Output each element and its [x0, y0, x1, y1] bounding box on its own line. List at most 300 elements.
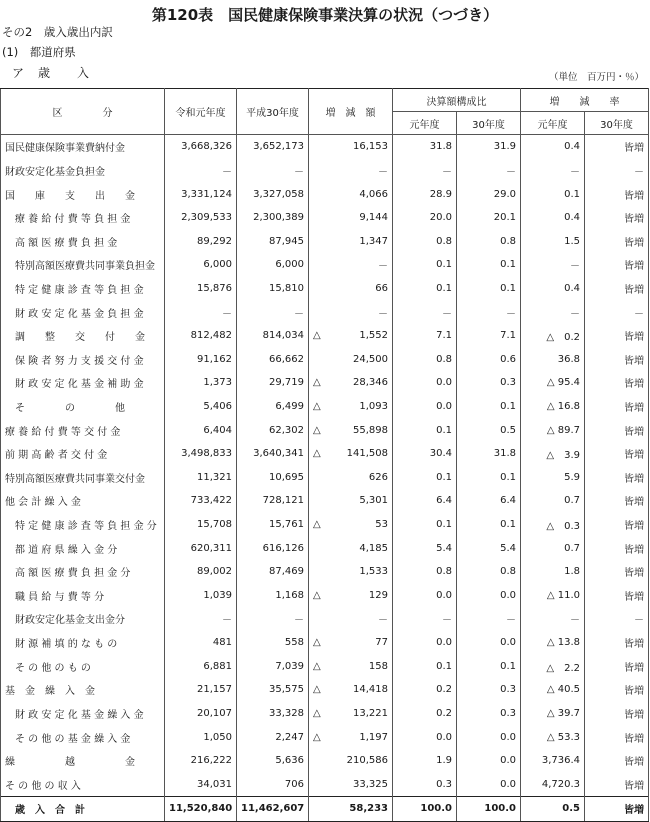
table-row — [1, 725, 649, 749]
change-value: 14,418 — [353, 684, 388, 696]
cell-rate-r1: 0.7 — [521, 489, 585, 513]
table-row — [1, 536, 649, 560]
cell-rate-r1: － — [521, 607, 585, 631]
cell-ratio-h30: 29.0 — [457, 182, 521, 206]
cell-rate-r1: 0.4 — [521, 277, 585, 301]
change-value: 5,301 — [359, 495, 388, 507]
cell-rate-r1: △ 11.0 — [521, 584, 585, 608]
table-row — [1, 654, 649, 678]
cell-rate-r1: △ 89.7 — [521, 418, 585, 442]
row-label: そ の 他 の 収 入 — [1, 772, 165, 796]
table-row — [1, 749, 649, 773]
cell-rate-r1: 5.9 — [521, 466, 585, 490]
cell-ratio-r1: 30.4 — [393, 442, 457, 466]
decrease-marker: △ — [313, 448, 321, 460]
table-row — [1, 324, 649, 348]
cell-h30: 15,810 — [237, 277, 309, 301]
cell-rate-r1: △ 3.9 — [521, 442, 585, 466]
cell-change — [309, 277, 393, 301]
cell-ratio-r1: 20.0 — [393, 206, 457, 230]
cell-change — [309, 442, 393, 466]
cell-change — [309, 347, 393, 371]
row-label: そ の 他 の 基 金 繰 入 金 — [1, 725, 165, 749]
cell-h30: 2,247 — [237, 725, 309, 749]
cell-ratio-r1: 0.0 — [393, 395, 457, 419]
decrease-marker: △ — [313, 707, 321, 719]
cell-r1: 89,002 — [165, 560, 237, 584]
cell-change — [309, 725, 393, 749]
cell-h30: 728,121 — [237, 489, 309, 513]
cell-rate-r1: － — [521, 159, 585, 183]
row-label: 特別高額医療費共同事業交付金 — [1, 466, 165, 490]
cell-h30: 3,652,173 — [237, 135, 309, 159]
cell-ratio-h30: 0.0 — [457, 584, 521, 608]
cell-ratio-h30: 0.8 — [457, 560, 521, 584]
cell-rate-r1: △ 39.7 — [521, 702, 585, 726]
cell-ratio-h30: 0.1 — [457, 466, 521, 490]
cell-h30: 35,575 — [237, 678, 309, 702]
table-row — [1, 678, 649, 702]
table-row — [1, 466, 649, 490]
cell-ratio-h30: 31.9 — [457, 135, 521, 159]
cell-rate-h30: 皆増 — [585, 253, 649, 277]
change-value: － — [378, 615, 388, 627]
table-row — [1, 253, 649, 277]
cell-ratio-h30: － — [457, 159, 521, 183]
cell-h30: 3,640,341 — [237, 442, 309, 466]
cell-ratio-r1: － — [393, 607, 457, 631]
subtitle: その2 歳入歳出内訳 — [2, 25, 113, 39]
cell-rate-h30: － — [585, 607, 649, 631]
decrease-marker: △ — [313, 519, 321, 531]
table-row — [1, 206, 649, 230]
row-label: 都 道 府 県 繰 入 金 分 — [1, 536, 165, 560]
row-label: 歳 入 合 計 — [1, 797, 165, 822]
cell-rate-r1: △ 2.2 — [521, 654, 585, 678]
cell-h30: 87,945 — [237, 229, 309, 253]
cell-rate-r1: － — [521, 253, 585, 277]
revenue-table — [0, 88, 649, 822]
cell-ratio-h30: 0.0 — [457, 631, 521, 655]
cell-r1: 2,309,533 — [165, 206, 237, 230]
cell-ratio-r1: 0.0 — [393, 725, 457, 749]
cell-ratio-r1: 0.1 — [393, 418, 457, 442]
cell-rate-r1: △ 0.3 — [521, 513, 585, 537]
row-label: 財政安定化基金支出金分 — [1, 607, 165, 631]
cell-ratio-r1: 6.4 — [393, 489, 457, 513]
cell-ratio-h30: 0.1 — [457, 277, 521, 301]
table-row — [1, 277, 649, 301]
cell-rate-h30: 皆増 — [585, 584, 649, 608]
row-label: 特別高額医療費共同事業負担金 — [1, 253, 165, 277]
section-label: (1) 都道府県 — [2, 45, 76, 59]
cell-h30: 3,327,058 — [237, 182, 309, 206]
change-value: 1,347 — [359, 235, 388, 247]
cell-ratio-h30: 0.1 — [457, 513, 521, 537]
cell-r1: 481 — [165, 631, 237, 655]
change-value: 77 — [375, 637, 388, 649]
cell-r1: 5,406 — [165, 395, 237, 419]
cell-change — [309, 631, 393, 655]
row-label: 繰 越 金 — [1, 749, 165, 773]
row-label: 国民健康保険事業費納付金 — [1, 135, 165, 159]
cell-rate-h30: 皆増 — [585, 466, 649, 490]
change-value: 158 — [368, 660, 388, 672]
cell-rate-h30: 皆増 — [585, 277, 649, 301]
cell-ratio-h30: 0.6 — [457, 347, 521, 371]
change-value: 66 — [375, 282, 388, 294]
header-ratio-r1: 元年度 — [393, 112, 457, 135]
change-value: － — [378, 261, 388, 273]
cell-rate-h30: 皆増 — [585, 371, 649, 395]
cell-ratio-r1: 100.0 — [393, 797, 457, 822]
cell-rate-h30: 皆増 — [585, 395, 649, 419]
header-rate-group: 増 減 率 — [521, 89, 649, 112]
change-value: － — [378, 308, 388, 320]
cell-rate-r1: 4,720.3 — [521, 772, 585, 796]
cell-h30: 11,462,607 — [237, 797, 309, 822]
change-value: 4,185 — [359, 542, 388, 554]
table-row — [1, 772, 649, 796]
cell-ratio-r1: 28.9 — [393, 182, 457, 206]
cell-ratio-h30: 0.5 — [457, 418, 521, 442]
table-row — [1, 442, 649, 466]
row-label: 調 整 交 付 金 — [1, 324, 165, 348]
cell-r1: 11,520,840 — [165, 797, 237, 822]
cell-rate-h30: － — [585, 300, 649, 324]
cell-ratio-h30: 6.4 — [457, 489, 521, 513]
cell-rate-h30: 皆増 — [585, 324, 649, 348]
decrease-marker: △ — [313, 684, 321, 696]
cell-ratio-h30: 0.1 — [457, 395, 521, 419]
cell-ratio-r1: 0.1 — [393, 466, 457, 490]
cell-rate-r1: △ 53.3 — [521, 725, 585, 749]
cell-h30: 5,636 — [237, 749, 309, 773]
cell-change — [309, 395, 393, 419]
change-value: 1,552 — [359, 330, 388, 342]
table-row — [1, 702, 649, 726]
cell-rate-r1: 0.5 — [521, 797, 585, 822]
cell-rate-h30: 皆増 — [585, 229, 649, 253]
header-ratio-h30: 30年度 — [457, 112, 521, 135]
cell-r1: 3,331,124 — [165, 182, 237, 206]
cell-h30: 33,328 — [237, 702, 309, 726]
cell-r1: 733,422 — [165, 489, 237, 513]
row-label: 高 額 医 療 費 負 担 金 — [1, 229, 165, 253]
cell-r1: 3,498,833 — [165, 442, 237, 466]
row-label: 特 定 健 康 診 査 等 負 担 金 — [1, 277, 165, 301]
change-value: 141,508 — [346, 448, 388, 460]
cell-ratio-r1: 0.1 — [393, 513, 457, 537]
cell-ratio-r1: 0.0 — [393, 584, 457, 608]
cell-r1: 1,039 — [165, 584, 237, 608]
cell-change — [309, 253, 393, 277]
cell-h30: － — [237, 300, 309, 324]
cell-rate-h30: 皆増 — [585, 536, 649, 560]
cell-change — [309, 418, 393, 442]
cell-ratio-r1: 0.3 — [393, 772, 457, 796]
cell-r1: 11,321 — [165, 466, 237, 490]
row-label: 療 養 給 付 費 等 負 担 金 — [1, 206, 165, 230]
table-row — [1, 584, 649, 608]
cell-r1: － — [165, 300, 237, 324]
cell-r1: 34,031 — [165, 772, 237, 796]
cell-rate-h30: 皆増 — [585, 560, 649, 584]
row-label: 財 源 補 填 的 な も の — [1, 631, 165, 655]
cell-change — [309, 159, 393, 183]
cell-h30: 7,039 — [237, 654, 309, 678]
cell-h30: 6,499 — [237, 395, 309, 419]
cell-change — [309, 489, 393, 513]
cell-ratio-h30: 0.0 — [457, 749, 521, 773]
cell-rate-r1: 3,736.4 — [521, 749, 585, 773]
cell-rate-h30: 皆増 — [585, 513, 649, 537]
cell-change — [309, 371, 393, 395]
cell-change — [309, 135, 393, 159]
cell-h30: 558 — [237, 631, 309, 655]
cell-h30: 814,034 — [237, 324, 309, 348]
decrease-marker: △ — [313, 330, 321, 342]
table-row — [1, 631, 649, 655]
row-label: そ の 他 — [1, 395, 165, 419]
cell-rate-h30: 皆増 — [585, 678, 649, 702]
cell-ratio-h30: 0.1 — [457, 654, 521, 678]
cell-rate-r1: △ 13.8 — [521, 631, 585, 655]
change-value: 9,144 — [359, 212, 388, 224]
cell-ratio-r1: 0.2 — [393, 678, 457, 702]
cell-ratio-r1: 5.4 — [393, 536, 457, 560]
cell-rate-h30: 皆増 — [585, 206, 649, 230]
table-row — [1, 159, 649, 183]
cell-change — [309, 678, 393, 702]
cell-rate-h30: 皆増 — [585, 182, 649, 206]
cell-change — [309, 560, 393, 584]
cell-change — [309, 536, 393, 560]
cell-rate-r1: △ 95.4 — [521, 371, 585, 395]
cell-change — [309, 749, 393, 773]
cell-r1: 3,668,326 — [165, 135, 237, 159]
table-row — [1, 300, 649, 324]
table-row — [1, 371, 649, 395]
cell-r1: 21,157 — [165, 678, 237, 702]
cell-h30: － — [237, 159, 309, 183]
cell-ratio-h30: 7.1 — [457, 324, 521, 348]
change-value: 24,500 — [353, 353, 388, 365]
header-h30: 平成30年度 — [237, 89, 309, 135]
cell-r1: 6,881 — [165, 654, 237, 678]
change-value: 1,093 — [359, 401, 388, 412]
cell-h30: 87,469 — [237, 560, 309, 584]
row-label: 特 定 健 康 診 査 等 負 担 金 分 — [1, 513, 165, 537]
decrease-marker: △ — [313, 377, 321, 389]
cell-r1: － — [165, 607, 237, 631]
change-value: 13,221 — [353, 707, 388, 719]
cell-rate-h30: 皆増 — [585, 654, 649, 678]
header-category: 区 分 — [1, 89, 165, 135]
cell-r1: 6,404 — [165, 418, 237, 442]
row-label: 財政安定化基金負担金 — [1, 159, 165, 183]
cell-ratio-h30: 0.0 — [457, 772, 521, 796]
cell-ratio-h30: 0.8 — [457, 229, 521, 253]
cell-rate-r1: 36.8 — [521, 347, 585, 371]
header-rate-r1: 元年度 — [521, 112, 585, 135]
row-label: 高 額 医 療 費 負 担 金 分 — [1, 560, 165, 584]
cell-ratio-r1: 0.1 — [393, 277, 457, 301]
table-row — [1, 489, 649, 513]
cell-ratio-r1: 7.1 — [393, 324, 457, 348]
cell-rate-r1: 1.8 — [521, 560, 585, 584]
cell-ratio-h30: 5.4 — [457, 536, 521, 560]
cell-r1: － — [165, 159, 237, 183]
cell-r1: 15,876 — [165, 277, 237, 301]
row-label: 他 会 計 繰 入 金 — [1, 489, 165, 513]
cell-rate-r1: 0.7 — [521, 536, 585, 560]
row-label: 財 政 安 定 化 基 金 繰 入 金 — [1, 702, 165, 726]
cell-ratio-r1: 0.0 — [393, 371, 457, 395]
cell-ratio-h30: 0.3 — [457, 678, 521, 702]
cell-r1: 6,000 — [165, 253, 237, 277]
cell-ratio-h30: 0.1 — [457, 253, 521, 277]
row-label: 基 金 繰 入 金 — [1, 678, 165, 702]
cell-rate-h30: － — [585, 159, 649, 183]
change-value: 53 — [375, 519, 388, 531]
decrease-marker: △ — [313, 731, 321, 743]
cell-change — [309, 513, 393, 537]
header-rate-h30: 30年度 — [585, 112, 649, 135]
cell-h30: － — [237, 607, 309, 631]
cell-rate-h30: 皆増 — [585, 702, 649, 726]
change-value: － — [378, 166, 388, 178]
table-row — [1, 560, 649, 584]
row-label: 療 養 給 付 費 等 交 付 金 — [1, 418, 165, 442]
cell-change — [309, 466, 393, 490]
change-value: 4,066 — [359, 188, 388, 200]
cell-ratio-r1: 0.8 — [393, 560, 457, 584]
cell-r1: 1,050 — [165, 725, 237, 749]
cell-r1: 1,373 — [165, 371, 237, 395]
change-value: 626 — [368, 471, 388, 483]
table-row — [1, 135, 649, 159]
cell-h30: 6,000 — [237, 253, 309, 277]
cell-h30: 29,719 — [237, 371, 309, 395]
cell-change — [309, 300, 393, 324]
cell-h30: 706 — [237, 772, 309, 796]
cell-ratio-r1: 31.8 — [393, 135, 457, 159]
cell-rate-h30: 皆増 — [585, 797, 649, 822]
cell-ratio-r1: 0.2 — [393, 702, 457, 726]
cell-r1: 20,107 — [165, 702, 237, 726]
change-value: 33,325 — [353, 778, 388, 790]
cell-ratio-h30: 20.1 — [457, 206, 521, 230]
change-value: 55,898 — [353, 424, 388, 436]
cell-rate-r1: 1.5 — [521, 229, 585, 253]
decrease-marker: △ — [313, 660, 321, 672]
row-label: 保 険 者 努 力 支 援 交 付 金 — [1, 347, 165, 371]
cell-rate-r1: △ 16.8 — [521, 395, 585, 419]
row-label: そ の 他 の も の — [1, 654, 165, 678]
cell-h30: 2,300,389 — [237, 206, 309, 230]
table-row — [1, 797, 649, 822]
cell-ratio-h30: － — [457, 607, 521, 631]
header-ratio-group: 決算額構成比 — [393, 89, 521, 112]
change-value: 28,346 — [353, 377, 388, 389]
change-value: 210,586 — [346, 755, 388, 767]
cell-ratio-h30: 0.3 — [457, 702, 521, 726]
cell-r1: 216,222 — [165, 749, 237, 773]
cell-ratio-r1: 1.9 — [393, 749, 457, 773]
page-title: 第120表 国民健康保険事業決算の状況（つづき） — [151, 6, 499, 24]
cell-ratio-r1: － — [393, 300, 457, 324]
table-row — [1, 607, 649, 631]
cell-ratio-h30: 0.0 — [457, 725, 521, 749]
row-label: 前 期 高 齢 者 交 付 金 — [1, 442, 165, 466]
decrease-marker: △ — [313, 424, 321, 436]
table-row — [1, 395, 649, 419]
cell-h30: 66,662 — [237, 347, 309, 371]
cell-change — [309, 797, 393, 822]
change-value: 1,197 — [359, 731, 388, 743]
subsection-label: ア 歳 入 — [12, 66, 91, 80]
cell-rate-r1: △ 40.5 — [521, 678, 585, 702]
cell-h30: 10,695 — [237, 466, 309, 490]
cell-r1: 89,292 — [165, 229, 237, 253]
cell-h30: 1,168 — [237, 584, 309, 608]
table-body — [1, 135, 649, 822]
change-value: 1,533 — [359, 566, 388, 578]
cell-r1: 812,482 — [165, 324, 237, 348]
cell-change — [309, 607, 393, 631]
row-label: 国 庫 支 出 金 — [1, 182, 165, 206]
cell-rate-h30: 皆増 — [585, 442, 649, 466]
cell-h30: 15,761 — [237, 513, 309, 537]
cell-rate-h30: 皆増 — [585, 749, 649, 773]
cell-change — [309, 182, 393, 206]
cell-rate-h30: 皆増 — [585, 489, 649, 513]
cell-rate-h30: 皆増 — [585, 347, 649, 371]
cell-r1: 91,162 — [165, 347, 237, 371]
table-row — [1, 182, 649, 206]
row-label: 財 政 安 定 化 基 金 負 担 金 — [1, 300, 165, 324]
change-value: 16,153 — [353, 141, 388, 153]
cell-rate-r1: 0.4 — [521, 206, 585, 230]
table-row — [1, 229, 649, 253]
cell-change — [309, 584, 393, 608]
change-value: 129 — [368, 589, 388, 601]
table-row — [1, 418, 649, 442]
cell-change — [309, 229, 393, 253]
cell-change — [309, 206, 393, 230]
cell-rate-r1: △ 0.2 — [521, 324, 585, 348]
cell-rate-h30: 皆増 — [585, 135, 649, 159]
cell-rate-r1: － — [521, 300, 585, 324]
cell-change — [309, 772, 393, 796]
cell-h30: 616,126 — [237, 536, 309, 560]
cell-ratio-r1: － — [393, 159, 457, 183]
cell-rate-r1: 0.1 — [521, 182, 585, 206]
cell-ratio-h30: 31.8 — [457, 442, 521, 466]
table-row — [1, 513, 649, 537]
cell-rate-h30: 皆増 — [585, 772, 649, 796]
cell-h30: 62,302 — [237, 418, 309, 442]
decrease-marker: △ — [313, 401, 321, 412]
change-value: 58,233 — [349, 803, 388, 815]
cell-r1: 15,708 — [165, 513, 237, 537]
cell-change — [309, 702, 393, 726]
cell-ratio-r1: 0.8 — [393, 347, 457, 371]
row-label: 財 政 安 定 化 基 金 補 助 金 — [1, 371, 165, 395]
cell-change — [309, 654, 393, 678]
cell-ratio-r1: 0.1 — [393, 654, 457, 678]
